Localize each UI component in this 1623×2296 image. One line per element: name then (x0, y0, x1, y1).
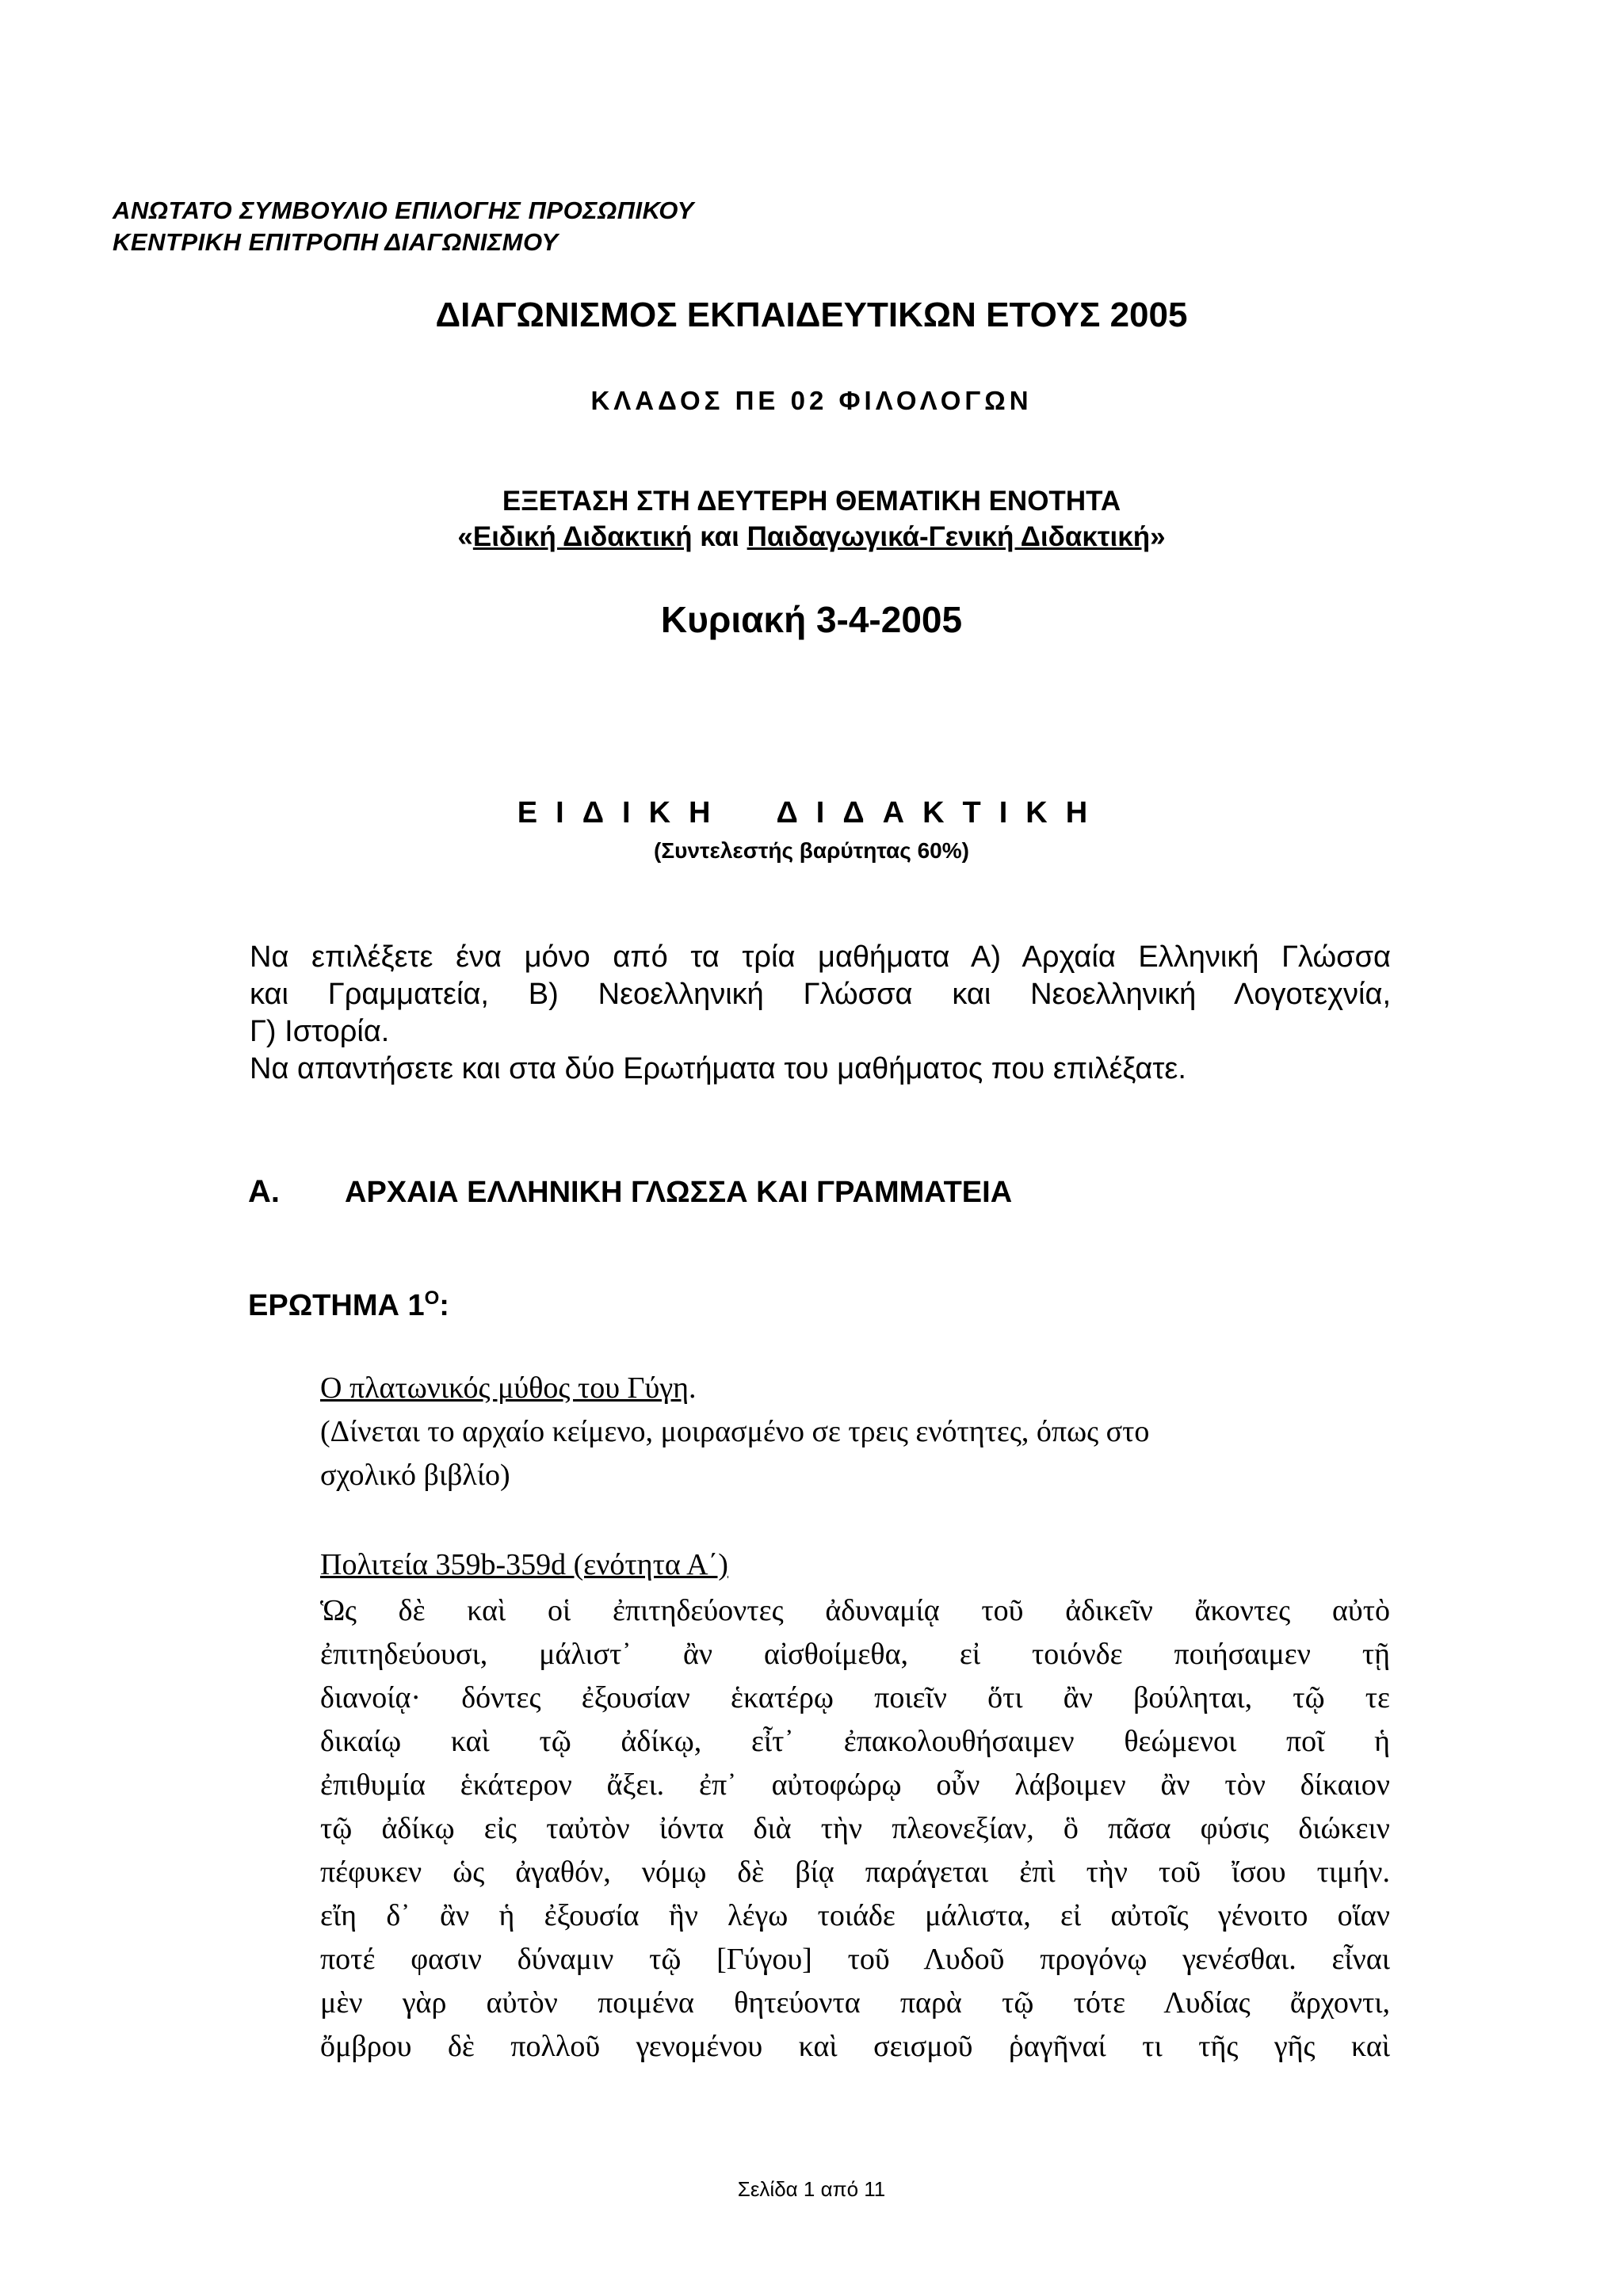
myth-title (320, 1367, 1390, 1410)
instructions (250, 939, 1391, 1088)
ordinal-mark: Ο (424, 1287, 440, 1309)
open-quote: « (457, 521, 473, 552)
greek-line: ἐπιθυμία ἑκάτερον ἄξει. ἐπ᾽ αὐτοφώρῳ οὖν λάβοιμεν ἂν τὸν δίκαιον (320, 1768, 1390, 1802)
exam-unit-title: ΕΞΕΤΑΣΗ ΣΤΗ ΔΕΥΤΕΡΗ ΘΕΜΑΤΙΚΗ ΕΝΟΤΗΤΑ (502, 486, 1121, 517)
branch-title: ΚΛΑΔΟΣ ΠΕ 02 ΦΙΛΟΛΟΓΩΝ (590, 386, 1033, 415)
special-didactics-heading (0, 796, 1623, 830)
exam-date: Κυριακή 3-4-2005 (660, 599, 963, 640)
question-heading (248, 1287, 449, 1323)
subject-pedagogy: Παιδαγωγικά-Γενική Διδακτική (747, 521, 1151, 552)
exam-subjects-line (0, 521, 1623, 553)
myth-title-period: . (688, 1371, 697, 1405)
org-committee-line: ΚΕΝΤΡΙΚΗ ΕΠΙΤΡΟΠΗ ΔΙΑΓΩΝΙΣΜΟΥ (113, 228, 559, 256)
greek-line: μὲν γὰρ αὐτὸν ποιμένα θητεύοντα παρὰ τῷ τότε Λυδίας ἄρχοντι, (320, 1986, 1390, 2019)
instruction-line: Να απαντήσετε και στα δύο Ερωτήματα του μαθήματος που επιλέξατε. (250, 1052, 1186, 1085)
heading-word-1: ΕΙΔΙΚΗ (517, 796, 729, 830)
greek-line: ποτέ φασιν δύναμιν τῷ [Γύγου] τοῦ Λυδοῦ προγόνῳ γενέσθαι. εἶναι (320, 1943, 1390, 1976)
myth-title-text: Ο πλατωνικός μύθος του Γύγη (320, 1371, 689, 1405)
subject-special-didactics: Ειδική Διδακτική (472, 521, 693, 552)
note-line: (Δίνεται το αρχαίο κείμενο, μοιρασμένο σε τρεις ενότητες, όπως στο (320, 1415, 1150, 1448)
section-letter: Α. (248, 1174, 280, 1209)
exam-main-title: ΔΙΑΓΩΝΙΣΜΟΣ ΕΚΠΑΙΔΕΥΤΙΚΩΝ ΕΤΟΥΣ 2005 (435, 296, 1188, 334)
greek-line: πέφυκεν ὡς ἀγαθόν, νόμῳ δὲ βίᾳ παράγεται ἐπὶ τὴν τοῦ ἴσου τιμήν. (320, 1855, 1390, 1889)
heading-word-2: ΔΙΔΑΚΤΙΚΗ (776, 796, 1106, 830)
page-number: Σελίδα 1 από 11 (737, 2177, 886, 2201)
unit-title (320, 1543, 1390, 1587)
question-body (320, 1367, 1390, 1497)
note-line: σχολικό βιβλίο) (320, 1459, 510, 1492)
greek-line: δικαίῳ καὶ τῷ ἀδίκῳ, εἶτ᾽ ἐπακολουθήσαιμεν θεώμενοι ποῖ ἡ (320, 1725, 1390, 1758)
question-label: ΕΡΩΤΗΜΑ 1 (248, 1289, 425, 1322)
subject-connector: και (692, 521, 747, 552)
instruction-line: Γ) Ιστορία. (250, 1015, 390, 1048)
weight-factor: (Συντελεστής βαρύτητας 60%) (654, 838, 969, 863)
greek-line: εἴη δ᾽ ἂν ἡ ἐξουσία ἣν λέγω τοιάδε μάλιστα, εἰ αὐτοῖς γένοιτο οἵαν (320, 1899, 1390, 1932)
close-quote: » (1150, 521, 1166, 552)
instruction-line: Να επιλέξετε ένα μόνο από τα τρία μαθήματα Α) Αρχαία Ελληνική Γλώσσα (250, 940, 1391, 974)
greek-line: ὄμβρου δὲ πολλοῦ γενομένου καὶ σεισμοῦ ῥαγῆναί τι τῆς γῆς καὶ (320, 2030, 1390, 2063)
greek-line: Ὡς δὲ καὶ οἱ ἐπιτηδεύοντες ἀδυναμίᾳ τοῦ ἀδικεῖν ἄκοντες αὐτὸ (320, 1594, 1390, 1627)
question-colon: : (439, 1289, 449, 1322)
greek-line: διανοίᾳ· δόντες ἐξουσίαν ἑκατέρῳ ποιεῖν ὅτι ἂν βούληται, τῷ τε (320, 1681, 1390, 1714)
org-name-line: ΑΝΩΤΑΤΟ ΣΥΜΒΟΥΛΙΟ ΕΠΙΛΟΓΗΣ ΠΡΟΣΩΠΙΚΟΥ (113, 196, 694, 224)
greek-line: ἐπιτηδεύουσι, μάλιστ᾽ ἂν αἰσθοίμεθα, εἰ τοιόνδε ποιήσαιμεν τῇ (320, 1638, 1390, 1671)
ancient-greek-text (320, 1589, 1390, 2069)
instruction-line: και Γραμματεία, Β) Νεοελληνική Γλώσσα και Νεοελληνική Λογοτεχνία, (250, 978, 1391, 1011)
section-title: ΑΡΧΑΙΑ ΕΛΛΗΝΙΚΗ ΓΛΩΣΣΑ ΚΑΙ ΓΡΑΜΜΑΤΕΙΑ (345, 1176, 1013, 1209)
unit-title-text: Πολιτεία 359b-359d (ενότητα Α΄) (320, 1548, 728, 1581)
greek-line: τῷ ἀδίκῳ εἰς ταὐτὸν ἰόντα διὰ τὴν πλεονεξίαν, ὃ πᾶσα φύσις διώκειν (320, 1812, 1390, 1845)
